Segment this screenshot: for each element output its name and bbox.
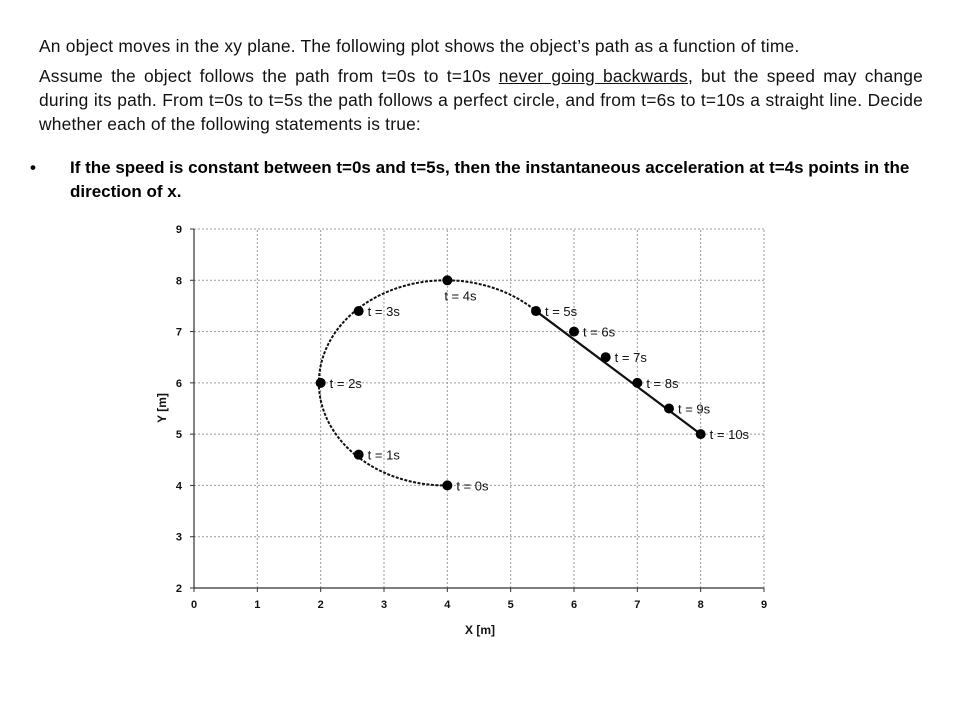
y-tick-label: 6 xyxy=(175,377,182,390)
point-label: t = 2s xyxy=(329,375,362,391)
data-point xyxy=(354,306,364,316)
x-tick-label: 1 xyxy=(254,599,261,611)
data-point xyxy=(664,404,674,414)
data-points xyxy=(316,275,750,493)
y-tick-label: 8 xyxy=(175,275,182,288)
point-label: t = 0s xyxy=(456,478,489,494)
straight-segment xyxy=(536,311,701,434)
x-tick-label: 3 xyxy=(380,599,388,611)
assumption-text-start: Assume the object follows the path from t=0s to t=10s xyxy=(39,66,499,86)
bullet-icon: • xyxy=(30,158,36,177)
y-tick-label: 7 xyxy=(175,326,182,339)
point-label: t = 4s xyxy=(444,288,477,304)
y-tick-label: 3 xyxy=(175,531,182,544)
point-label: t = 8s xyxy=(646,375,679,391)
data-point xyxy=(632,378,642,388)
x-tick-label: 0 xyxy=(190,599,198,611)
data-point xyxy=(569,327,579,337)
data-point xyxy=(696,429,706,439)
assumption-underlined-text: never going backwards xyxy=(498,66,688,86)
point-label: t = 7s xyxy=(614,350,647,366)
x-tick-label: 7 xyxy=(634,599,641,611)
intro-paragraph: An object moves in the xy plane. The following plot shows the object’s path as a function of time. xyxy=(39,36,800,56)
y-tick-label: 9 xyxy=(175,224,182,236)
data-point xyxy=(531,306,541,316)
x-tick-label: 6 xyxy=(570,599,578,611)
y-tick-label: 4 xyxy=(175,480,182,493)
data-point xyxy=(442,275,452,285)
data-point xyxy=(354,450,364,460)
statement-text: If the speed is constant between t=0s and t=5s, then the instantaneous acceleration at t=4s points in the direction of x. xyxy=(70,158,910,201)
point-label: t = 9s xyxy=(678,401,711,417)
x-tick-label: 2 xyxy=(317,599,324,611)
y-tick-label: 2 xyxy=(175,583,182,595)
point-label: t = 5s xyxy=(545,304,578,320)
x-axis-title: X [m] xyxy=(465,623,495,637)
point-label: t = 6s xyxy=(583,324,616,340)
assumption-text-end: , but the speed may change during its path. From t=0s to t=5s the path follows a perfect circle, and from t=6s to t=10s a straight line. Decide whether each of the following statements is true: xyxy=(39,66,923,134)
data-point xyxy=(316,378,326,388)
x-tick-label: 9 xyxy=(760,599,768,611)
data-point xyxy=(601,352,611,362)
point-label: t = 10s xyxy=(709,427,750,443)
x-tick-label: 4 xyxy=(444,599,451,611)
point-label: t = 3s xyxy=(367,304,400,320)
y-axis-title: Y [m] xyxy=(155,393,169,423)
y-tick-label: 5 xyxy=(175,429,182,442)
x-tick-label: 8 xyxy=(697,599,704,611)
data-point xyxy=(442,480,452,490)
x-tick-label: 5 xyxy=(507,599,514,611)
point-label: t = 1s xyxy=(367,447,400,463)
